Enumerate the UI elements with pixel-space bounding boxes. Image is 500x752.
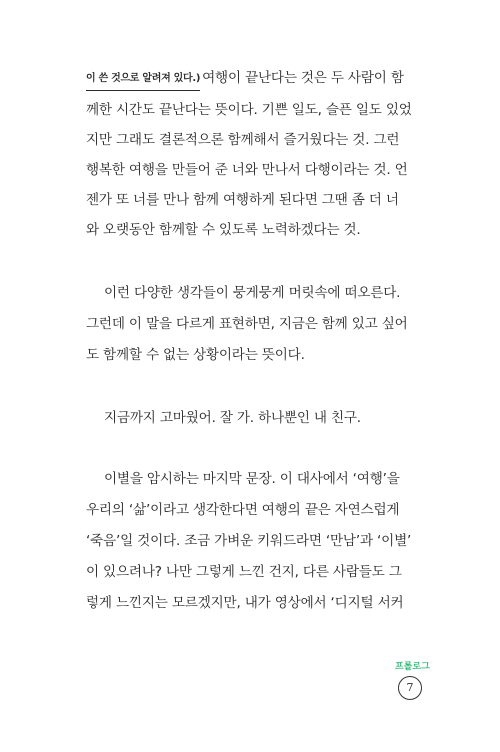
text-line: 이런 다양한 생각들이 뭉게뭉게 머릿속에 떠오른다. [104, 285, 401, 301]
text-line: 우리의 ‘삶’이라고 생각한다면 여행의 끝은 자연스럽게 [86, 502, 400, 518]
text-line: 이 있으려나? 나만 그렇게 느낀 건지, 다른 사람들도 그 [86, 564, 402, 580]
footnote-fragment: 이 쓴 것으로 알려져 있다.) [86, 69, 200, 91]
text-line: 렇게 느낀지는 모르겠지만, 내가 영상에서 ‘디지털 서커 [86, 595, 404, 611]
text-line: 께한 시간도 끝난다는 뜻이다. 기쁜 일도, 슬픈 일도 있었 [86, 102, 412, 118]
text-line: 행복한 여행을 만들어 준 너와 만나서 다행이라는 것. 언 [86, 162, 408, 178]
text-line: 이 쓴 것으로 알려져 있다.) 여행이 끝난다는 것은 두 사람이 함 [86, 68, 436, 91]
text-line: 이별을 암시하는 마지막 문장. 이 대사에서 ‘여행’을 [104, 471, 400, 487]
page-number: 7 [398, 676, 422, 700]
section-label: 프롤로그 [395, 662, 430, 672]
text-line: 와 오랫동안 함께할 수 있도록 노력하겠다는 것. [86, 222, 361, 238]
text-line: ‘죽음’일 것이다. 조금 가벼운 키워드라면 ‘만남’과 ‘이별’ [86, 533, 412, 549]
text-line: 도 함께할 수 없는 상황이라는 뜻이다. [86, 347, 305, 363]
dialogue-line: 지금까지 고마웠어. 잘 가. 하나뿐인 내 친구. [104, 410, 361, 426]
text-line: 지만 그래도 결론적으론 함께해서 즐거웠다는 것. 그런 [86, 132, 400, 148]
text-line: 그런데 이 말을 다르게 표현하면, 지금은 함께 있고 싶어 [86, 316, 408, 332]
text-line: 젠가 또 너를 만나 함께 여행하게 된다면 그땐 좀 더 너 [86, 192, 399, 208]
